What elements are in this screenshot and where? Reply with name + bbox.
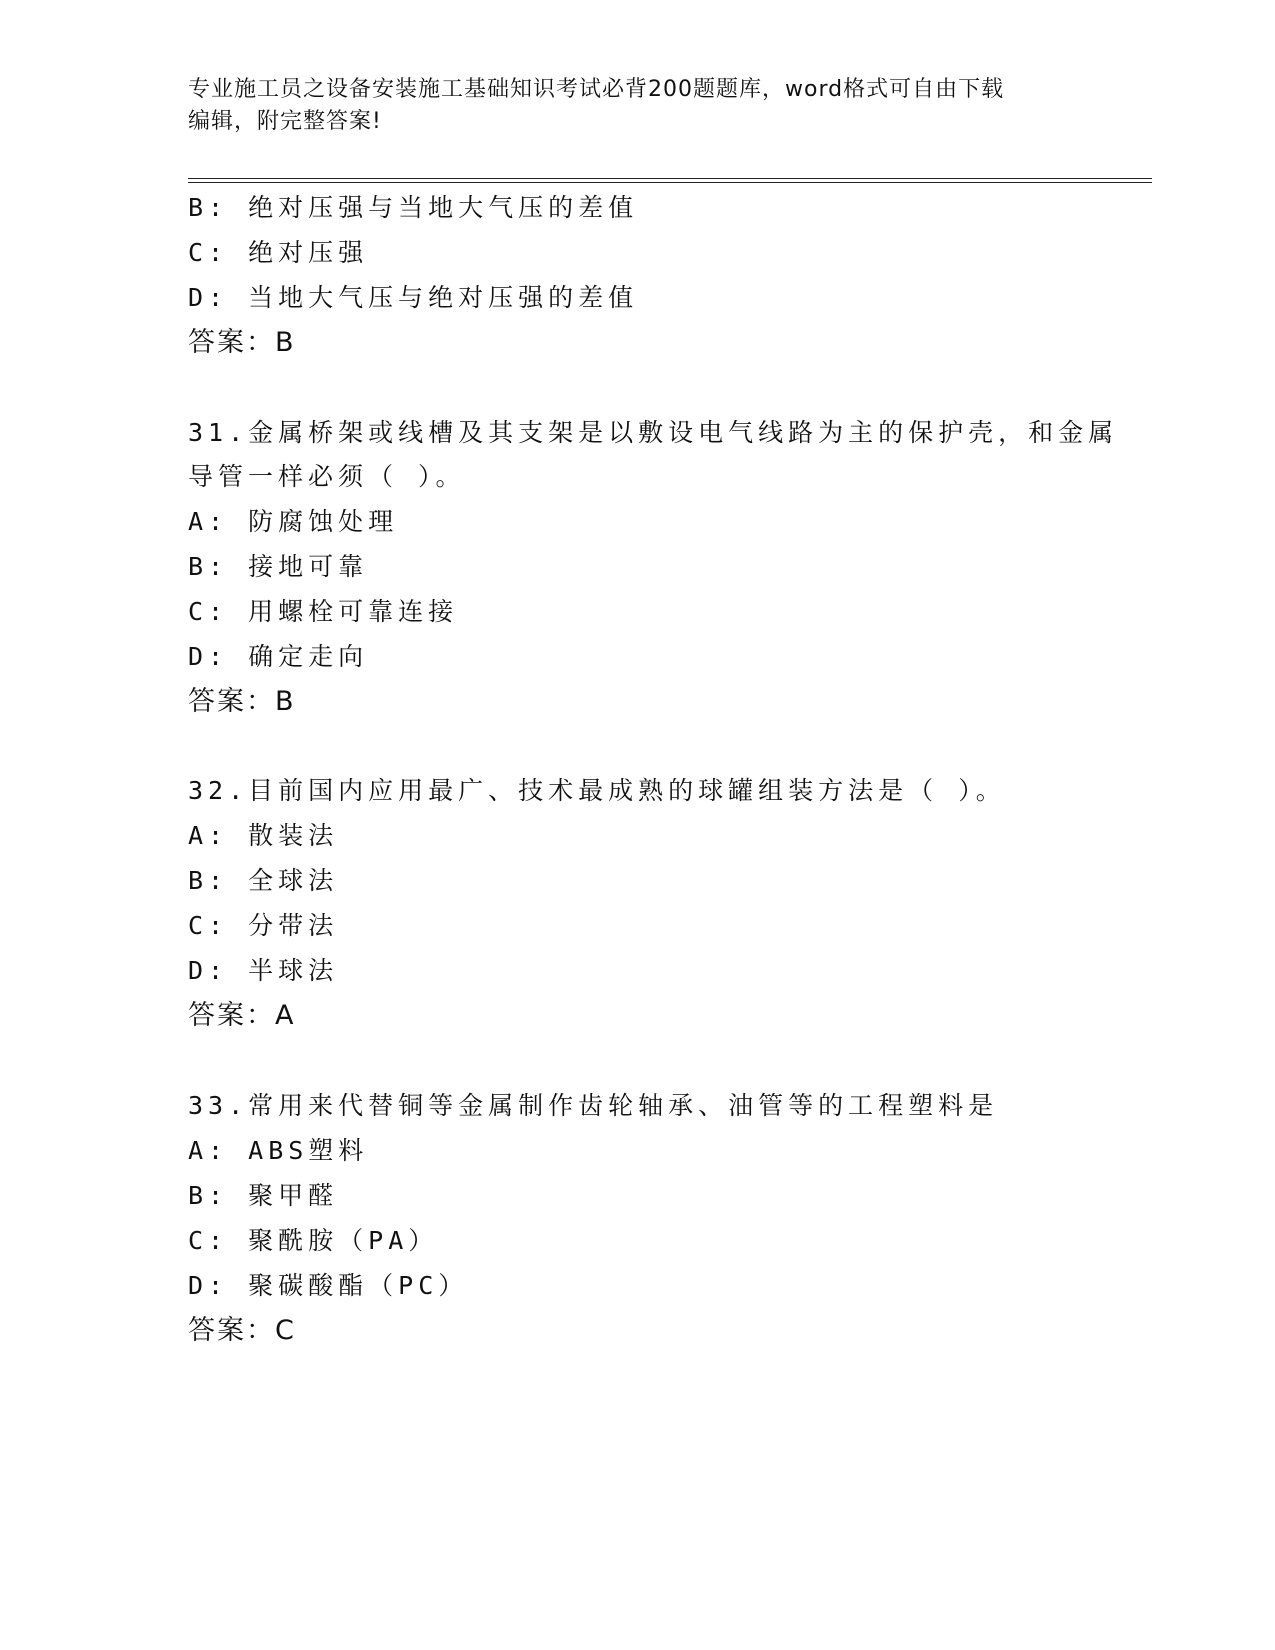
q32-stem-line-1: 32.目前国内应用最广、技术最成熟的球罐组装方法是（ ）。 bbox=[188, 776, 1006, 805]
q31-answer: 答案：B bbox=[188, 686, 296, 717]
q30-option-c: C: 绝对压强 bbox=[188, 238, 369, 267]
q31-option-c: C: 用螺栓可靠连接 bbox=[188, 597, 459, 626]
q33-option-b: B: 聚甲醛 bbox=[188, 1181, 339, 1210]
q32-option-c: C: 分带法 bbox=[188, 911, 339, 940]
header-divider-top bbox=[188, 178, 1152, 179]
q31-option-d: D: 确定走向 bbox=[188, 642, 369, 671]
header-divider-bottom bbox=[188, 182, 1152, 183]
q32-option-b: B: 全球法 bbox=[188, 866, 339, 895]
q33-option-d: D: 聚碳酸酯（PC） bbox=[188, 1271, 469, 1300]
document-header bbox=[188, 74, 1088, 138]
q33-option-a: A: ABS塑料 bbox=[188, 1136, 369, 1165]
q32-answer: 答案：A bbox=[188, 1000, 296, 1031]
q31-option-b: B: 接地可靠 bbox=[188, 552, 369, 581]
q30-option-d: D: 当地大气压与绝对压强的差值 bbox=[188, 283, 639, 312]
q31-stem-line-2: 导管一样必须（ ）。 bbox=[188, 462, 466, 491]
q32-option-d: D: 半球法 bbox=[188, 956, 339, 985]
q30-option-b: B: 绝对压强与当地大气压的差值 bbox=[188, 193, 639, 222]
q33-stem-line-1: 33.常用来代替铜等金属制作齿轮轴承、油管等的工程塑料是 bbox=[188, 1091, 999, 1120]
header-title-line-1: 专业施工员之设备安装施工基础知识考试必背200题题库，word格式可自由下载 bbox=[188, 77, 1005, 102]
q31-stem-line-1: 31.金属桥架或线槽及其支架是以敷设电气线路为主的保护壳，和金属 bbox=[188, 418, 1119, 447]
header-title-line-2: 编辑，附完整答案! bbox=[188, 109, 382, 134]
q33-option-c: C: 聚酰胺（PA） bbox=[188, 1226, 439, 1255]
q32-option-a: A: 散装法 bbox=[188, 821, 339, 850]
q33-answer: 答案：C bbox=[188, 1315, 296, 1346]
q31-option-a: A: 防腐蚀处理 bbox=[188, 507, 399, 536]
q30-answer: 答案：B bbox=[188, 327, 296, 358]
